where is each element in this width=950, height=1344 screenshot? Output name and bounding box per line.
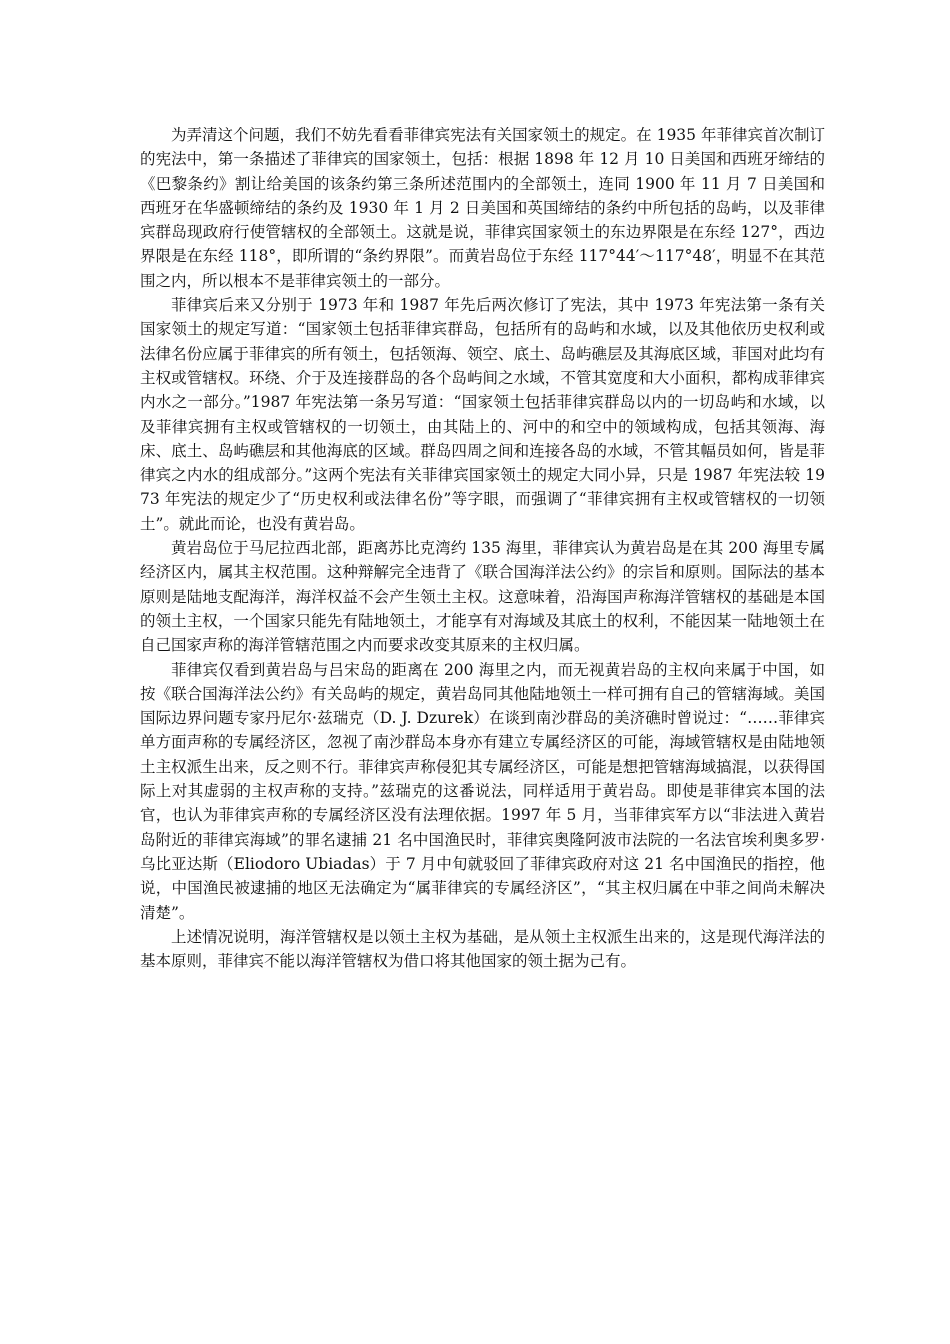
- paragraph-treaty-limits: 为弄清这个问题，我们不妨先看看菲律宾宪法有关国家领土的规定。在 1935 年菲律宾首次制订的宪法中，第一条描述了菲律宾的国家领土，包括：根据 1898 年 12 月 10 日美国和西班牙缔结的《巴黎条约》割让给美国的该条约第三条所述范围内的全部领土，连同 1900 年 11 月 7 日美国和西班牙在华盛顿缔结的条约及 1930 年 1 月 2 日美国和英国缔结的条约中所包括的岛屿，以及菲律宾群岛现政府行使管辖权的全部领土。这就是说，菲律宾国家领土的东边界限是在东经 127°，西边界限是在东经 118°，即所谓的“条约界限”。而黄岩岛位于东经 117°44′～117°48′，明显不在其范围之内，所以根本不是菲律宾领土的一部分。: [140, 126, 825, 290]
- document-body: [140, 123, 825, 973]
- paragraph-eez-claim: 黄岩岛位于马尼拉西北部，距离苏比克湾约 135 海里，菲律宾认为黄岩岛是在其 200 海里专属经济区内，属其主权范围。这种辩解完全违背了《联合国海洋法公约》的宗旨和原则。国际法的基本原则是陆地支配海洋，海洋权益不会产生领土主权。这意味着，沿海国声称海洋管辖权的基础是本国的领土主权，一个国家只能先有陆地领土，才能享有对海域及其底土的权利，不能因某一陆地领土在自己国家声称的海洋管辖范围之内而要求改变其原来的主权归属。: [140, 539, 825, 655]
- paragraph-constitution-revisions: 菲律宾后来又分别于 1973 年和 1987 年先后两次修订了宪法，其中 1973 年宪法第一条有关国家领土的规定写道：“国家领土包括菲律宾群岛，包括所有的岛屿和水域，以及其他依历史权利或法律名份应属于菲律宾的所有领土，包括领海、领空、底土、岛屿礁层及其海底区域，菲国对此均有主权或管辖权。环绕、介于及连接群岛的各个岛屿间之水域，不管其宽度和大小面积，都构成菲律宾内水之一部分。”1987 年宪法第一条另写道：“国家领土包括菲律宾群岛以内的一切岛屿和水域，以及菲律宾拥有主权或管辖权的一切领土，由其陆上的、河中的和空中的领域构成，包括其领海、海床、底土、岛屿礁层和其他海底的区域。群岛四周之间和连接各岛的水域，不管其幅员如何，皆是菲律宾之内水的组成部分。”这两个宪法有关菲律宾国家领土的规定大同小异，只是 1987 年宪法较 1973 年宪法的规定少了“历史权利或法律名份”等字眼，而强调了“菲律宾拥有主权或管辖权的一切领土”。就此而论，也没有黄岩岛。: [140, 296, 825, 533]
- paragraph-dzurek-quote: 菲律宾仅看到黄岩岛与吕宋岛的距离在 200 海里之内，而无视黄岩岛的主权向来属于中国，如按《联合国海洋法公约》有关岛屿的规定，黄岩岛同其他陆地领土一样可拥有自己的管辖海域。美国国际边界问题专家丹尼尔·兹瑞克（D. J. Dzurek）在谈到南沙群岛的美济礁时曾说过：“……菲律宾单方面声称的专属经济区，忽视了南沙群岛本身亦有建立专属经济区的可能，海域管辖权是由陆地领土主权派生出来，反之则不行。菲律宾声称侵犯其专属经济区，可能是想把管辖海域搞混，以获得国际上对其虚弱的主权声称的支持。”兹瑞克的这番说法，同样适用于黄岩岛。即使是菲律宾本国的法官，也认为菲律宾声称的专属经济区没有法理依据。1997 年 5 月，当菲律宾军方以“非法进入黄岩岛附近的菲律宾海域”的罪名逮捕 21 名中国渔民时，菲律宾奥隆阿波市法院的一名法官埃利奥多罗·乌比亚达斯（Eliodoro Ubiadas）于 7 月中旬就驳回了菲律宾政府对这 21 名中国渔民的指控，他说，中国渔民被逮捕的地区无法确定为“属菲律宾的专属经济区”，“其主权归属在中菲之间尚未解决清楚”。: [140, 660, 825, 922]
- paragraph-conclusion: 上述情况说明，海洋管辖权是以领土主权为基础，是从领土主权派生出来的，这是现代海洋法的基本原则，菲律宾不能以海洋管辖权为借口将其他国家的领土据为己有。: [140, 927, 825, 971]
